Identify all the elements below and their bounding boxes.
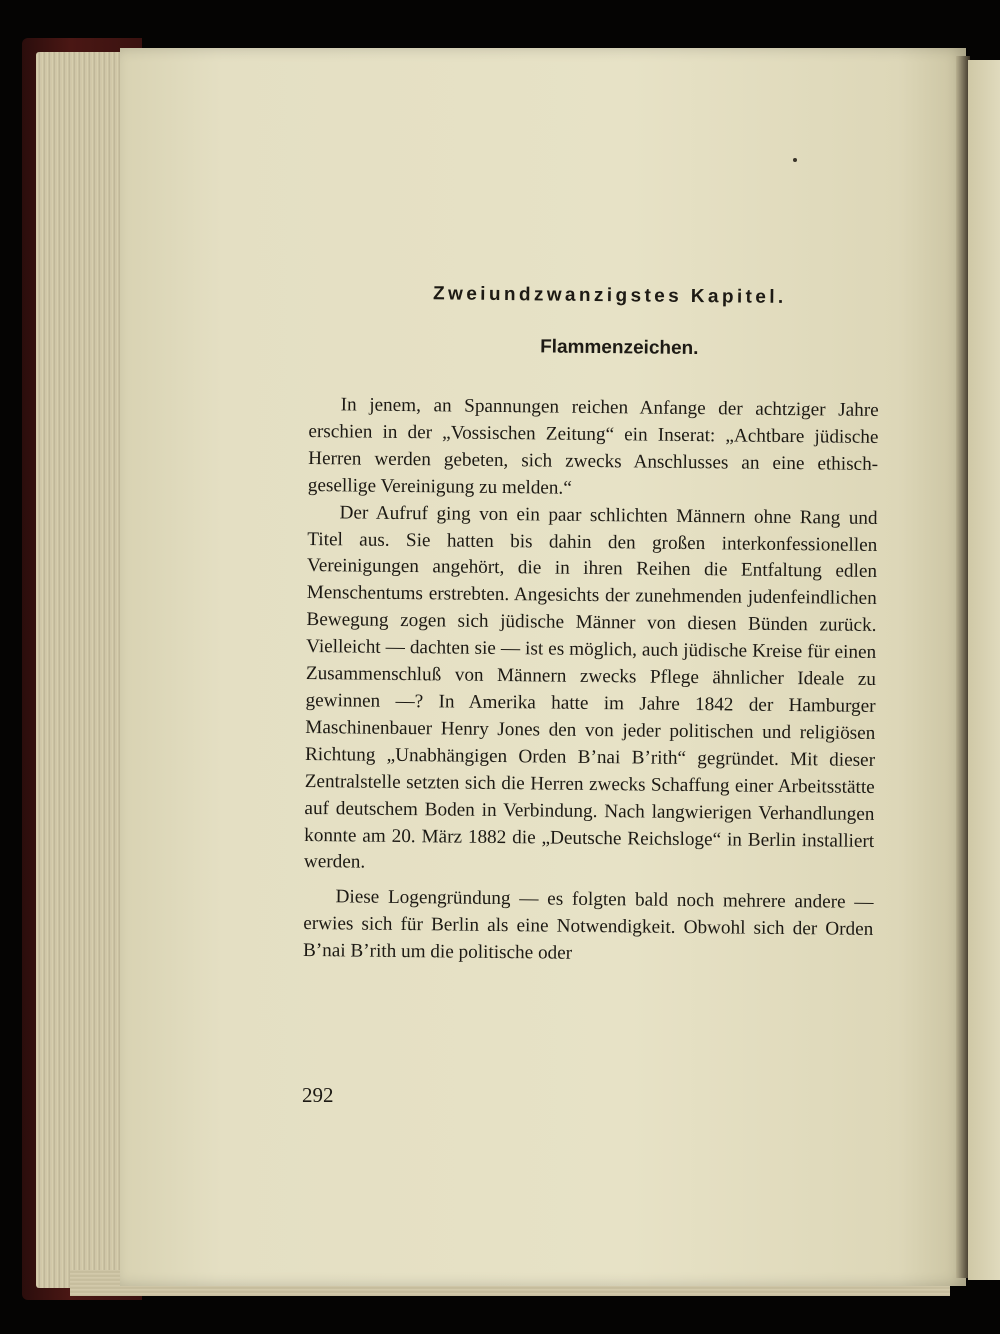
ink-speck [793,158,797,162]
page-text [303,282,880,971]
chapter-title: Zweiundzwanzigstes Kapitel. [432,283,787,308]
paragraph: Der Aufruf ging von ein paar schlichten Männern ohne Rang und Titel aus. Sie hatten bis dahin den großen interkonfessionellen Vereinigungen angehört, die in ihren Reihen die Entfaltung edlen Menschentums erstrebten. Angesichts der zunehmenden judenfeindlichen Bewegung zogen sich jüdische Männer von diesen Bünden zurück. Vielleicht — dachten sie — ist es möglich, auch jüdische Kreise für einen Zusammenschluß von Männern zwecks Pflege ähnlicher Ideale zu gewinnen —? In Amerika hatte im Jahre 1842 der Hamburger Maschinenbauer Henry Jones den von jeder politischen und religiösen Richtung „Unabhängigen Orden B’nai B’rith“ gegründet. Mit dieser Zentralstelle setzten sich die Herren zwecks Schaffung einer Arbeitsstätte auf deutschem Boden in Verbindung. Nach langwierigen Verhandlungen konnte am 20. März 1882 die „Deutsche Reichsloge“ in Berlin installiert werden. [303,501,878,874]
page-number: 292 [302,1083,334,1107]
facing-page-edge [968,60,1000,1280]
paragraph: Diese Logengründung — es folgten bald noch mehrere andere — erwies sich für Berlin als eine Notwendigkeit. Obwohl sich der Orden B’nai B’rith um die politische oder [302,886,874,964]
paragraph: In jenem, an Spannungen reichen Anfange der achtziger Jahre erschien in der „Vossischen Zeitung“ ein Inserat: „Achtbare jüdische Herren werden gebeten, sich zwecks Anschlusses an eine ethisch-gesellige Vereinigung zu melden.“ [307,394,879,499]
chapter-subtitle: Flammenzeichen. [540,336,699,360]
